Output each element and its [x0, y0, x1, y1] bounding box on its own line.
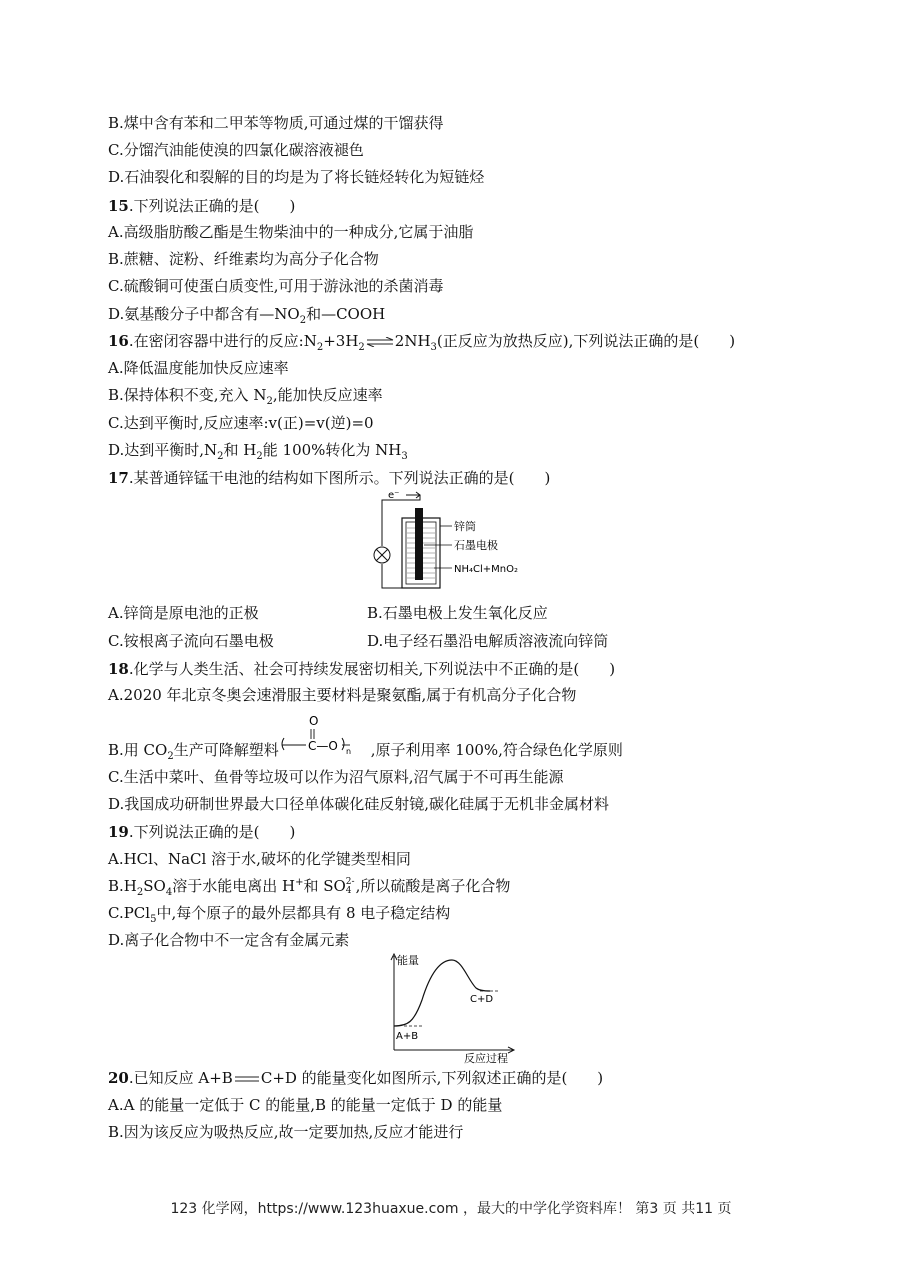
option-line	[108, 222, 473, 242]
products-label: C+D	[470, 994, 494, 1005]
option-line	[108, 413, 374, 433]
option-text: C.硫酸铜可使蛋白质变性,可用于游泳池的杀菌消毒	[108, 277, 444, 295]
equal-sign-icon	[234, 1075, 260, 1083]
option-text: B.保持体积不变,充入 N	[108, 386, 267, 404]
energy-axis-label: 能量	[397, 954, 419, 967]
subscript: 4	[345, 886, 352, 896]
option-text: D.氨基酸分子中都含有—NO	[108, 305, 300, 323]
option-text: D.石油裂化和裂解的目的均是为了将长链烃转化为短链烃	[108, 168, 485, 186]
option-text: 和—COOH	[306, 305, 386, 323]
option-text: A.高级脂肪酸乙酯是生物柴油中的一种成分,它属于油脂	[108, 223, 474, 241]
option-text: D.离子化合物中不一定含有金属元素	[108, 931, 350, 949]
subscript: 2	[217, 451, 224, 462]
option-line	[108, 140, 364, 160]
subscript: 3	[430, 342, 437, 353]
option-line	[367, 603, 548, 623]
option-text: A.2020 年北京冬奥会速滑服主要材料是聚氨酯,属于有机高分子化合物	[108, 686, 577, 704]
question-text: +3H	[323, 332, 359, 350]
question-15	[108, 196, 295, 216]
energy-curve	[394, 960, 490, 1026]
option-line	[108, 304, 385, 324]
option-text: D.电子经石墨沿电解质溶液流向锌筒	[367, 632, 609, 650]
question-text: .在密闭容器中进行的反应:N	[128, 332, 317, 350]
option-text: D.我国成功研制世界最大口径单体碳化硅反射镜,碳化硅属于无机非金属材料	[108, 795, 610, 813]
reactants-label: A+B	[396, 1031, 419, 1042]
superscript: 2-	[345, 877, 355, 887]
question-text: .化学与人类生活、社会可持续发展密切相关,下列说法中不正确的是( )	[128, 660, 616, 678]
battery-diagram	[368, 488, 548, 594]
subscript: 3	[401, 451, 408, 462]
option-line	[108, 794, 609, 814]
option-text: B.蔗糖、淀粉、纤维素均为高分子化合物	[108, 250, 379, 268]
option-line	[108, 685, 576, 705]
option-text: 生产可降解塑料	[173, 741, 279, 759]
question-text: .某普通锌锰干电池的结构如下图所示。下列说法正确的是( )	[128, 469, 551, 487]
option-line	[108, 740, 623, 760]
option-line	[108, 631, 274, 651]
option-line	[108, 113, 444, 133]
oxygen-label: O	[309, 714, 319, 728]
question-text: .下列说法正确的是( )	[128, 823, 296, 841]
question-20	[108, 1068, 603, 1088]
option-text: 能 100%转化为 NH	[262, 441, 402, 459]
option-text: 溶于水能电离出 H	[172, 877, 296, 895]
option-text: C.PCl	[108, 904, 151, 922]
question-19	[108, 822, 295, 842]
option-text: A.降低温度能加快反应速率	[108, 359, 289, 377]
option-line	[108, 358, 289, 378]
option-text: B.用 CO	[108, 741, 168, 759]
option-text: 中,每个原子的最外层都具有 8 电子稳定结构	[156, 904, 451, 922]
question-18	[108, 659, 615, 679]
question-text: (正反应为放热反应),下列说法正确的是( )	[436, 332, 736, 350]
superscript: +	[295, 877, 304, 888]
question-number: 17	[108, 469, 129, 487]
option-line	[108, 903, 450, 923]
question-text: .已知反应 A+B	[128, 1069, 233, 1087]
option-text: 和 H	[223, 441, 257, 459]
question-number: 18	[108, 660, 129, 678]
option-line	[108, 603, 259, 623]
polymer-structure	[268, 712, 360, 758]
option-text: B.H	[108, 877, 137, 895]
option-line	[108, 1095, 502, 1115]
option-line	[108, 849, 411, 869]
option-text: A.HCl、NaCl 溶于水,破坏的化学键类型相同	[108, 850, 411, 868]
option-line	[108, 249, 379, 269]
subscript: 2	[256, 451, 263, 462]
subscript: 5	[150, 914, 157, 925]
zinc-label: 锌筒	[454, 520, 476, 533]
option-text: 和 SO	[303, 877, 346, 895]
graphite-label: 石墨电极	[454, 539, 498, 552]
option-text: B.因为该反应为吸热反应,故一定要加热,反应才能进行	[108, 1123, 464, 1141]
question-17	[108, 468, 550, 488]
option-line	[108, 385, 383, 405]
option-line	[108, 440, 408, 460]
question-text: 2NH	[394, 332, 431, 350]
option-line	[108, 767, 563, 787]
repeat-n: n	[346, 747, 352, 756]
option-text: SO	[143, 877, 166, 895]
question-16	[108, 331, 735, 351]
equilibrium-sign-icon	[366, 337, 394, 347]
question-text: C+D 的能量变化如图所示,下列叙述正确的是( )	[260, 1069, 604, 1087]
option-text: C.达到平衡时,反应速率:v(正)=v(逆)=0	[108, 414, 374, 432]
electron-label: e⁻	[388, 490, 400, 501]
process-axis-label: 反应过程	[464, 1052, 508, 1065]
question-number: 15	[108, 197, 129, 215]
question-text: .下列说法正确的是( )	[128, 197, 296, 215]
option-text: C.铵根离子流向石墨电极	[108, 632, 274, 650]
option-text: C.分馏汽油能使溴的四氯化碳溶液褪色	[108, 141, 364, 159]
option-text: D.达到平衡时,N	[108, 441, 218, 459]
option-text: C.生活中菜叶、鱼骨等垃圾可以作为沼气原料,沼气属于不可再生能源	[108, 768, 564, 786]
option-line	[108, 1122, 463, 1142]
subscript: 2	[167, 751, 174, 762]
subscript: 2	[316, 342, 324, 353]
option-text: ,原子利用率 100%,符合绿色化学原则	[370, 741, 623, 759]
option-text: B.石墨电极上发生氧化反应	[367, 604, 548, 622]
subscript: 2	[266, 396, 273, 407]
subscript: 4	[165, 887, 173, 898]
subscript: 2	[299, 315, 307, 326]
question-number: 16	[108, 332, 129, 350]
graphite-rod	[415, 508, 423, 580]
option-text: B.煤中含有苯和二甲苯等物质,可通过煤的干馏获得	[108, 114, 444, 132]
option-line	[108, 876, 510, 896]
option-text: A.A 的能量一定低于 C 的能量,B 的能量一定低于 D 的能量	[108, 1096, 503, 1114]
question-number: 20	[108, 1069, 129, 1087]
option-line	[108, 167, 484, 187]
polymer-chain: C—O	[308, 739, 338, 753]
option-text: ,所以硫酸是离子化合物	[355, 877, 511, 895]
subscript: 2	[136, 887, 144, 898]
paste-label: NH₄Cl+MnO₂	[454, 564, 518, 575]
option-line	[108, 276, 443, 296]
energy-diagram	[380, 950, 520, 1065]
question-number: 19	[108, 823, 129, 841]
option-line	[108, 930, 349, 950]
option-text: A.锌筒是原电池的正极	[108, 604, 259, 622]
option-text: ,能加快反应速率	[272, 386, 383, 404]
page-footer: 123 化学网，https://www.123huaxue.com ，最大的中学化学资料库！ 第3 页 共11 页	[170, 1201, 732, 1217]
subscript: 2	[358, 342, 365, 353]
option-line	[367, 631, 608, 651]
